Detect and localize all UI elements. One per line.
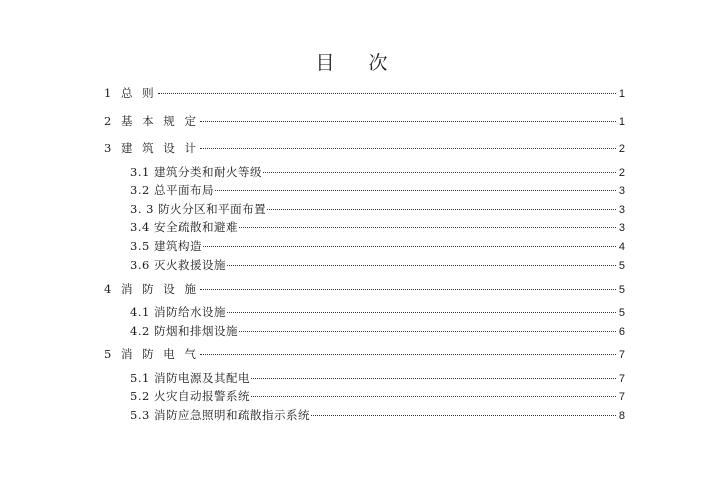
dot-leader — [203, 245, 616, 247]
toc-entry[interactable] — [104, 281, 625, 297]
toc-entry-label: 5.1 消防电源及其配电 — [130, 371, 250, 385]
toc-entry-page: 2 — [618, 167, 625, 179]
toc-entry-label: 3.1 建筑分类和耐火等级 — [130, 165, 262, 179]
toc-entry-page: 5 — [618, 307, 625, 319]
toc-subentry[interactable] — [130, 182, 625, 198]
toc-entry-label: 3.4 安全疏散和避难 — [130, 220, 238, 234]
toc-entry[interactable] — [104, 140, 625, 156]
dot-leader — [267, 208, 616, 210]
toc-entry-label: 2 基 本 规 定 — [104, 114, 199, 128]
toc-entry-label: 5 消 防 电 气 — [104, 347, 199, 361]
toc-entry-label: 3.5 建筑构造 — [130, 239, 202, 253]
toc-entry-page: 1 — [618, 116, 625, 128]
toc-subentry[interactable] — [130, 304, 625, 320]
toc-entry-page: 7 — [618, 349, 625, 361]
dot-leader — [158, 92, 616, 94]
toc-entry-page: 6 — [618, 326, 625, 338]
dot-leader — [200, 353, 616, 355]
toc-entry[interactable] — [104, 346, 625, 362]
toc-subentry[interactable] — [130, 388, 625, 404]
toc-entry-page: 3 — [618, 185, 625, 197]
toc-entry-label: 5.2 火灾自动报警系统 — [130, 389, 250, 403]
toc-subentry[interactable] — [130, 257, 625, 273]
dot-leader — [215, 189, 616, 191]
dot-leader — [200, 120, 616, 122]
toc-title: 目 次 — [315, 52, 402, 74]
toc-subentry[interactable] — [130, 370, 625, 386]
toc-entry-page: 8 — [618, 410, 625, 422]
dot-leader — [239, 330, 616, 332]
dot-leader — [251, 395, 616, 397]
toc-entry-page: 7 — [618, 391, 625, 403]
toc-entry-label: 3.6 灭火救援设施 — [130, 258, 226, 272]
toc-subentry[interactable] — [130, 238, 625, 254]
toc-entry-label: 1 总 则 — [104, 86, 157, 100]
toc-entry-page: 5 — [618, 260, 625, 272]
toc-entry[interactable] — [104, 85, 625, 101]
dot-leader — [200, 147, 616, 149]
toc-entry-page: 4 — [618, 241, 625, 253]
dot-leader — [251, 377, 616, 379]
toc-subentry[interactable] — [130, 323, 625, 339]
toc-entry[interactable] — [104, 113, 625, 129]
dot-leader — [239, 226, 616, 228]
toc-entry-label: 4.2 防烟和排烟设施 — [130, 324, 238, 338]
toc-entry-label: 4 消 防 设 施 — [104, 282, 199, 296]
toc-entry-label: 4.1 消防给水设施 — [130, 305, 226, 319]
dot-leader — [263, 171, 616, 173]
toc-subentry[interactable] — [130, 164, 625, 180]
toc-entry-page: 5 — [618, 284, 625, 296]
toc-entry-label: 3.2 总平面布局 — [130, 183, 214, 197]
toc-entry-page: 2 — [618, 143, 625, 155]
toc-entry-label: 3 建 筑 设 计 — [104, 141, 199, 155]
toc-subentry[interactable] — [130, 201, 625, 217]
toc-entry-page: 7 — [618, 373, 625, 385]
toc-subentry[interactable] — [130, 219, 625, 235]
dot-leader — [200, 288, 616, 290]
toc-entry-label: 5.3 消防应急照明和疏散指示系统 — [130, 408, 310, 422]
toc-entry-page: 3 — [618, 222, 625, 234]
toc-entry-label: 3. 3 防火分区和平面布置 — [130, 202, 267, 216]
dot-leader — [227, 264, 616, 266]
toc-subentry[interactable] — [130, 407, 625, 423]
dot-leader — [227, 311, 616, 313]
toc-entry-page: 1 — [618, 88, 625, 100]
toc-entry-page: 3 — [618, 204, 625, 216]
dot-leader — [311, 414, 616, 416]
